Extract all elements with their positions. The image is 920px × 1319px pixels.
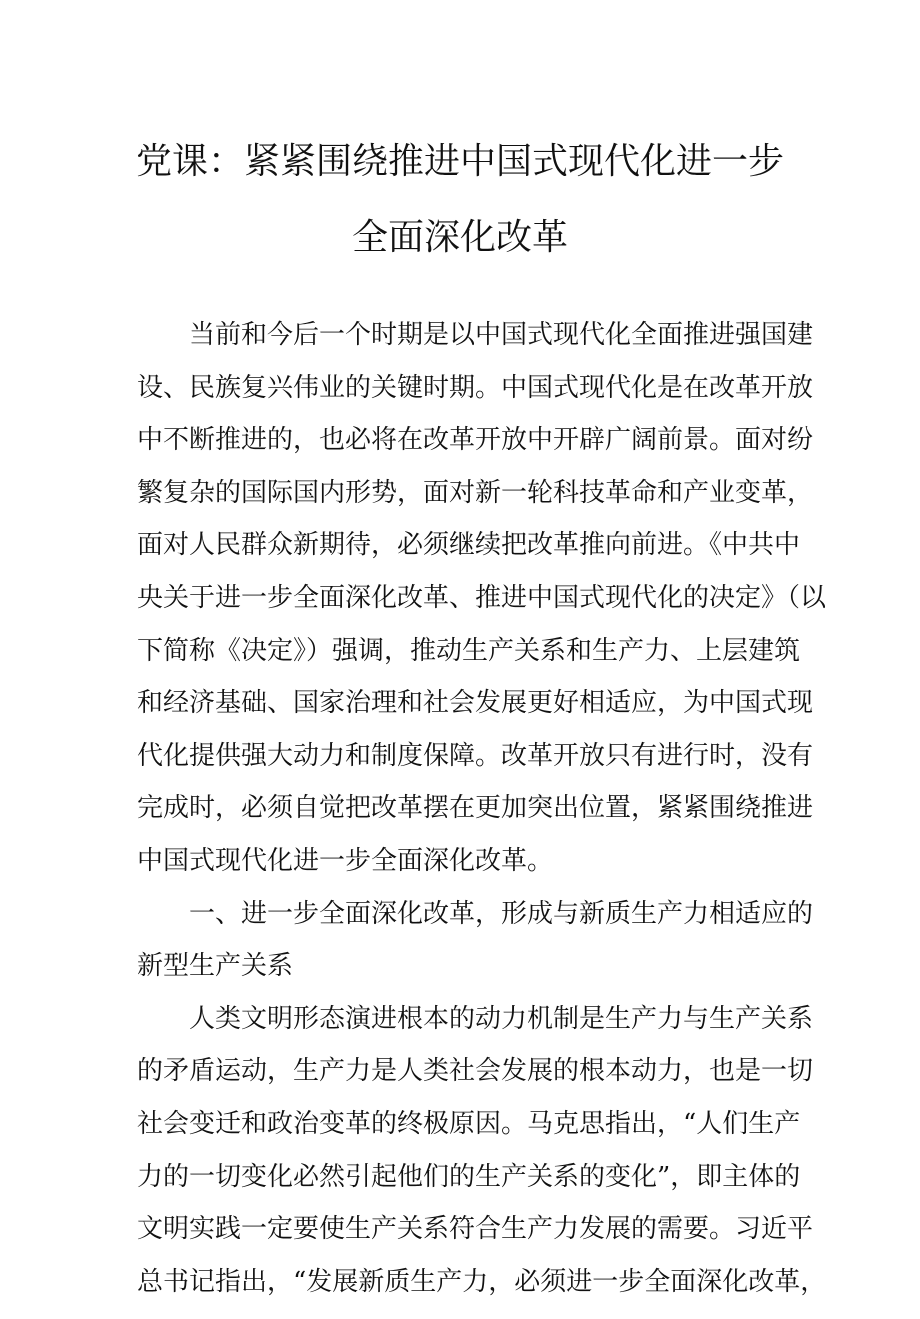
body-line: 中国式现代化进一步全面深化改革。	[137, 845, 554, 876]
document-body	[137, 320, 827, 1319]
body-line: 代化提供强大动力和制度保障。改革开放只有进行时，没有	[137, 740, 814, 771]
body-line: 力的一切变化必然引起他们的生产关系的变化”，即主体的	[137, 1161, 801, 1192]
body-line: 面对人民群众新期待，必须继续把改革推向前进。《中共中	[137, 530, 801, 561]
body-line: 社会变迁和政治变革的终极原因。马克思指出，“人们生产	[137, 1108, 801, 1139]
body-line: 央关于进一步全面深化改革、推进中国式现代化的决定》（以	[137, 582, 827, 613]
body-line: 文明实践一定要使生产关系符合生产力发展的需要。习近平	[137, 1214, 814, 1245]
body-line: 中不断推进的，也必将在改革开放中开辟广阔前景。面对纷	[137, 425, 814, 456]
body-line: 总书记指出，“发展新质生产力，必须进一步全面深化改革，	[137, 1266, 827, 1297]
body-line: 和经济基础、国家治理和社会发展更好相适应，为中国式现	[137, 688, 814, 719]
section-heading-line: 新型生产关系	[137, 951, 294, 982]
body-line: 人类文明形态演进根本的动力机制是生产力与生产关系	[189, 1003, 814, 1034]
body-line: 当前和今后一个时期是以中国式现代化全面推进强国建	[189, 320, 814, 350]
body-line: 繁复杂的国际国内形势，面对新一轮科技革命和产业变革，	[137, 477, 814, 508]
body-line: 完成时，必须自觉把改革摆在更加突出位置，紧紧围绕推进	[137, 793, 814, 824]
body-line: 设、民族复兴伟业的关键时期。中国式现代化是在改革开放	[137, 372, 814, 403]
section-heading-line: 一、进一步全面深化改革，形成与新质生产力相适应的	[189, 898, 814, 929]
document-title-line-2: 全面深化改革	[351, 217, 568, 258]
body-line: 下简称《决定》）强调，推动生产关系和生产力、上层建筑	[137, 635, 801, 666]
body-line: 的矛盾运动，生产力是人类社会发展的根本动力，也是一切	[137, 1056, 814, 1087]
document-title-line-1: 党课：紧紧围绕推进中国式现代化进一步	[135, 141, 784, 182]
